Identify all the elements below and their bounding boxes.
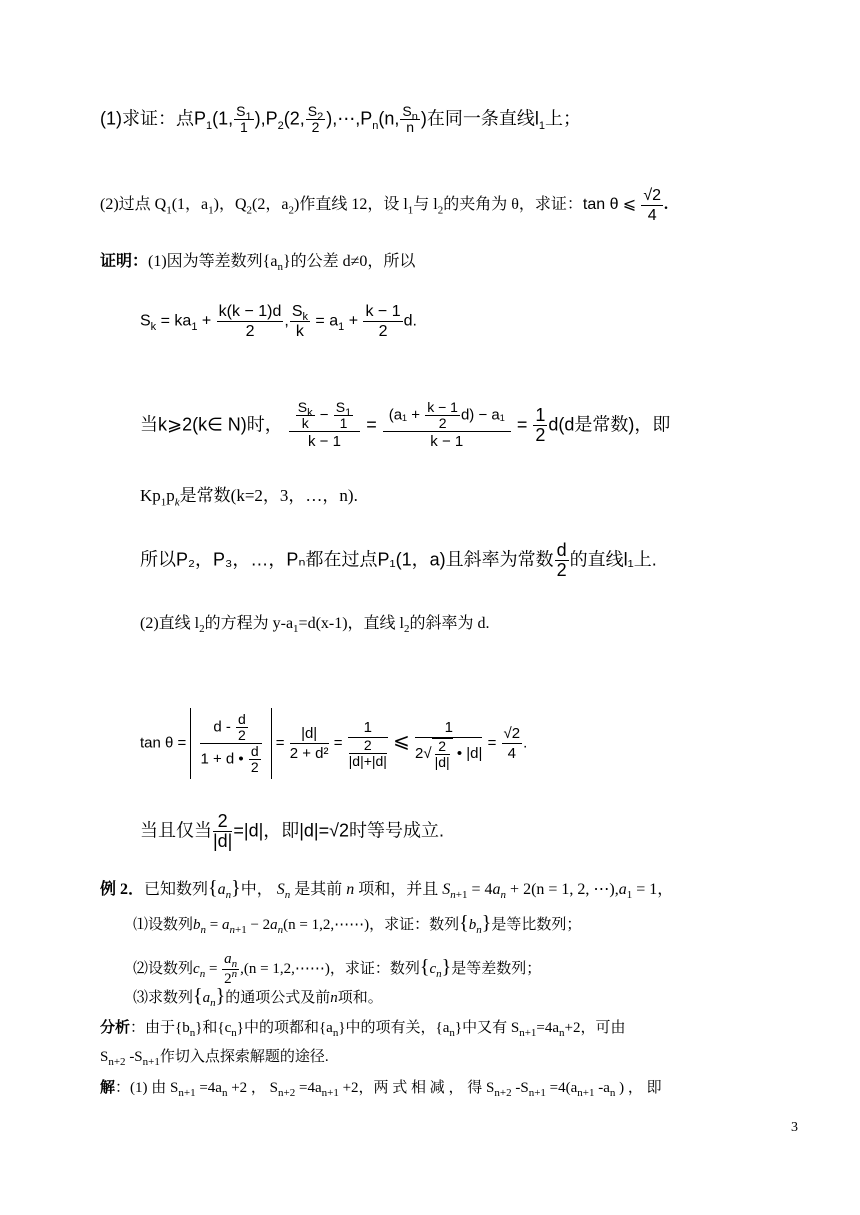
fraction: $\frac{S_k}{k}$ (291, 303, 308, 340)
part1-label: (1)求证：点 (100, 108, 194, 129)
example2-question-1: ⑴设数列$b_n = a_{n+1} - 2a_n(n$ = 1,2,⋯⋯)，求证：数列$\{b_n\}$是等比数列； (133, 912, 582, 936)
fraction: $\frac{2}{|d|}$ (213, 811, 233, 851)
proof-heading: 证明： (100, 253, 149, 270)
slope-formula: 当k⩾2(k∈ N)时， $\frac{S_k}{k}$ − $\frac{S_1}{1}$ k − 1 = (a₁ + $\frac{k - 1}{2}$ d) − a₁ k − 1 = $\frac{1}{2}$ d(d是常数)，即 (140, 399, 671, 450)
part1-line: (1)求证：点$P_1(1$, $\frac{S_1}{1}$ )$,P_2(2$, $\frac{S_2}{2}$ )$,\cdots,P_n(n$, $\frac{S_n}{n}$ )在同一条直线$l_1$上； (100, 103, 581, 135)
tan-formula: tan θ = d - $\frac{d}{2}$ 1 + d • $\frac{d}{2}$ = $\frac{|d|}{\text{2 + d²}}$ = $\frac{1}{\frac{2}{|d|+|d|}}$ ⩽ 1 2√ $\frac{2}{|d|}$ • |d| = $\frac{√2}{4}$ . (140, 708, 527, 779)
fraction: $\frac{d}{2}$ (556, 540, 567, 580)
conclusion-line-1: 所以P₂，P₃，…，Pₙ都在过点P₁(1，a)且斜率为常数 $\frac{d}{2}$ 的直线l₁上. (140, 540, 657, 580)
fraction: $\frac{S_1}{1}$ (236, 103, 252, 135)
example2-question-3: ⑶求数列$\{a_n\}$的通项公式及前n项和。 (133, 985, 383, 1009)
sk-formula: $S_k = ka_1$ + $\frac{k(k - 1)d}{2}$ , $\frac{S_k}{k}$ = $a_1$ + $\frac{k - 1}{2}$ d. (140, 303, 417, 340)
part2-line: (2)过点 $Q_1(1$，$a_1$)，$Q_2(2$，$a_2$)作直线 12，设 $l_1$与 $l_2$的夹角为 θ，求证：tan θ ⩽ $\frac{√2}{4}$ . (100, 187, 669, 224)
example-label: 例 2． (100, 881, 145, 898)
absolute-value: d - $\frac{d}{2}$ 1 + d • $\frac{d}{2}$ (190, 708, 271, 779)
analysis-heading: 分析 (100, 1020, 131, 1036)
example2-question-2: ⑵设数列$c_n$ = $\frac{a_n}{2^n}$ ,(n = 1,2,⋯⋯)，求证：数列$\{c_n\}$是等差数列； (133, 951, 542, 987)
solution-line-1: 解：(1) 由 $S_{n+1} =4a_n +2$ ， $S_{n+2} =4a_{n+1} +2$，两 式 相 减 ， 得 $S_{n+2}$ $-S_{n+1} =4(a_{n+1}$ $-a_n$ ) ， 即 (100, 1080, 662, 1099)
fraction: $\frac{1}{\frac{2}{|d|+|d|}}$ (348, 719, 387, 769)
fraction: $\frac{a_n}{2^n}$ (224, 951, 238, 987)
k-constant-line: $Kp_1p_k$是常数(k=2，3，…，n). (140, 486, 358, 509)
line-equation: (2)直线 $l_2$的方程为 $y-a_1=d(x-1)$，直线 $l_2$的斜率为 d. (140, 615, 490, 636)
solution-heading: 解 (100, 1080, 116, 1096)
page-number: 3 (791, 1120, 798, 1135)
fraction: $\frac{k(k - 1)d}{2}$ (218, 303, 282, 340)
analysis-line-2: $S_{n+2}$ $-S_{n+1}$作切入点探索解题的途径. (100, 1049, 329, 1068)
fraction: $\frac{√2}{4}$ (503, 725, 521, 762)
equality-condition: 当且仅当 $\frac{2}{|d|}$ =|d|，即|d|=√2时等号成立. (140, 811, 445, 851)
fraction: 1 2√ $\frac{2}{|d|}$ • |d| (415, 718, 483, 770)
example2-intro: 例 2．已知数列$\{a_n\}$中， $S_n$ 是其前 n 项和，并且 $S_{n+1} = 4a_n + 2(n = 1$, 2, $\cdots),a_1 = 1$， (100, 877, 674, 902)
fraction: $\frac{S_k}{k}$ − $\frac{S_1}{1}$ k − 1 (289, 400, 360, 451)
fraction: (a₁ + $\frac{k - 1}{2}$ d) − a₁ k − 1 (383, 400, 511, 451)
fraction: $\frac{k - 1}{2}$ (365, 303, 401, 340)
analysis-line-1: 分析：由于$\{b_n\}$和$\{c_n\}$中的项都和$\{a_n\}$中的项有关，$\{a_n\}$中又有 $S_{n+1}=4a_n+2$，可由 (100, 1020, 626, 1039)
proof-line-1: 证明：(1)因为等差数列$\{a_n\}$的公差 d≠0，所以 (100, 253, 416, 274)
fraction: $\frac{1}{2}$ (535, 405, 546, 445)
fraction: $\frac{S_n}{n}$ (402, 103, 418, 135)
fraction: $\frac{S_2}{2}$ (307, 103, 324, 135)
fraction: $\frac{√2}{4}$ (643, 187, 662, 224)
fraction: $\frac{|d|}{\text{2 + d²}}$ (289, 725, 329, 762)
